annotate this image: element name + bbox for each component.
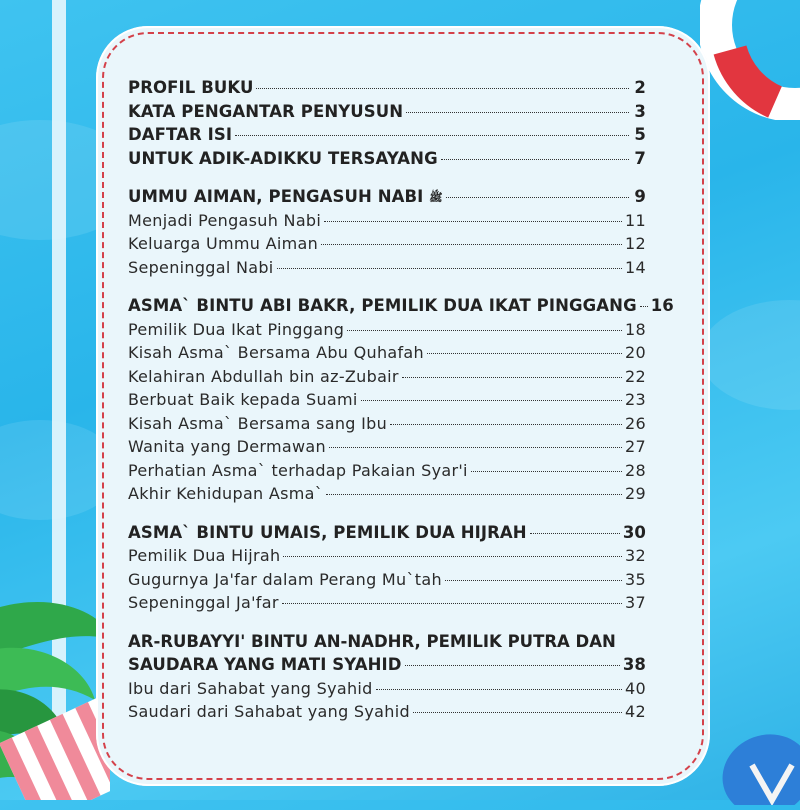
dot-leader (324, 221, 622, 222)
toc-page-number: 32 (625, 546, 646, 565)
toc-entry-title: Pemilik Dua Hijrah (128, 546, 281, 565)
toc-page-number: 18 (625, 319, 646, 339)
water-ripple (700, 300, 800, 410)
flip-flop-icon (712, 705, 800, 805)
toc-entry[interactable] (128, 459, 646, 483)
toc-entry[interactable] (128, 435, 646, 459)
toc-entry[interactable] (128, 365, 646, 389)
dot-leader (256, 88, 629, 89)
toc-entry-title: Sepeninggal Nabi (128, 257, 274, 277)
toc-entry[interactable] (128, 412, 646, 436)
dot-leader (445, 580, 622, 581)
toc-page-number: 2 (634, 78, 646, 97)
toc-page-number: 28 (625, 460, 646, 480)
toc-page-number: 40 (625, 678, 646, 698)
toc-chapter-title (128, 185, 443, 210)
dot-leader (406, 112, 629, 113)
dot-leader (640, 306, 648, 307)
toc-entry[interactable] (128, 677, 646, 701)
toc-page-number: 26 (625, 413, 646, 433)
toc-page-number: 22 (625, 366, 646, 386)
table-of-contents (128, 76, 674, 724)
toc-entry-title: Sepeninggal Ja'far (128, 593, 279, 612)
toc-chapter-title: ASMA` BINTU ABI BAKR, PEMILIK DUA IKAT PINGGANG (128, 296, 637, 315)
dot-leader (427, 353, 622, 354)
toc-page-number: 20 (625, 343, 646, 362)
toc-page-number: 27 (625, 437, 646, 456)
dot-leader (282, 603, 622, 604)
toc-page-number: 5 (634, 125, 646, 144)
toc-page-number: 12 (625, 234, 646, 253)
toc-page-number: 14 (625, 257, 646, 277)
toc-entry-title: DAFTAR ISI (128, 125, 233, 144)
toc-chapter-title-line2: SAUDARA YANG MATI SYAHID (128, 655, 402, 674)
toc-entry-title: Keluarga Ummu Aiman (128, 234, 319, 253)
dot-leader (376, 689, 622, 690)
dot-leader (405, 665, 620, 666)
dot-leader (390, 424, 622, 425)
toc-entry-title: Menjadi Pengasuh Nabi (128, 210, 322, 230)
toc-chapter-title: ASMA` BINTU UMAIS, PEMILIK DUA HIJRAH (128, 522, 527, 542)
dot-leader (235, 135, 629, 136)
dot-leader (347, 330, 622, 331)
dot-leader (530, 533, 620, 534)
toc-entry-daftar-isi[interactable] (128, 123, 646, 147)
toc-page-number: 3 (634, 101, 646, 121)
dot-leader (446, 197, 629, 198)
toc-chapter-title-line1[interactable]: AR-RUBAYYI' BINTU AN-NADHR, PEMILIK PUTRA DAN (128, 631, 616, 651)
toc-entry[interactable] (128, 388, 646, 412)
dot-leader (471, 471, 622, 472)
toc-page-number: 7 (634, 148, 646, 168)
toc-entry[interactable] (128, 232, 646, 256)
toc-entry-title: Kisah Asma` Bersama Abu Quhafah (128, 343, 424, 362)
toc-entry[interactable] (128, 318, 646, 342)
dot-leader (413, 712, 622, 713)
swim-ring-icon (700, 0, 800, 120)
toc-entry[interactable] (128, 544, 646, 568)
toc-page-number: 29 (625, 484, 646, 503)
toc-entry-title: UNTUK ADIK-ADIKKU TERSAYANG (128, 148, 438, 168)
toc-entry-title: Wanita yang Dermawan (128, 437, 326, 456)
toc-chapter-ummu-aiman[interactable] (128, 185, 646, 209)
table-of-contents-card (96, 26, 710, 786)
dot-leader (329, 447, 622, 448)
toc-entry-title: KATA PENGANTAR PENYUSUN (128, 101, 404, 121)
toc-page-number: 38 (622, 655, 646, 674)
toc-entry[interactable] (128, 341, 646, 365)
toc-page-number: 16 (650, 296, 674, 315)
toc-entry[interactable] (128, 482, 646, 506)
toc-entry[interactable] (128, 568, 646, 592)
dot-leader (441, 159, 629, 160)
toc-chapter-asma-bintu-umais[interactable] (128, 521, 646, 545)
dot-leader (321, 244, 622, 245)
dot-leader (277, 268, 622, 269)
dot-leader (361, 400, 622, 401)
toc-entry-kata-pengantar[interactable] (128, 100, 646, 124)
toc-entry-title: Perhatian Asma` terhadap Pakaian Syar'i (128, 460, 468, 480)
toc-page-number: 11 (625, 210, 646, 230)
dot-leader (402, 377, 622, 378)
dot-leader (326, 494, 622, 495)
toc-entry-title: Saudari dari Sahabat yang Syahid (128, 702, 410, 721)
toc-page-number: 23 (625, 390, 646, 409)
salawat-symbol: ﷺ (429, 191, 443, 204)
toc-entry-title: Berbuat Baik kepada Suami (128, 390, 358, 409)
toc-entry-title: Pemilik Dua Ikat Pinggang (128, 319, 345, 339)
toc-entry[interactable] (128, 700, 646, 724)
toc-page-number: 35 (625, 569, 646, 589)
toc-entry-title: Ibu dari Sahabat yang Syahid (128, 678, 373, 698)
toc-entry[interactable] (128, 209, 646, 233)
toc-page-number: 37 (625, 593, 646, 612)
toc-entry[interactable] (128, 591, 646, 615)
toc-page-number: 30 (622, 522, 646, 542)
toc-entry-title: PROFIL BUKU (128, 78, 254, 97)
toc-entry[interactable] (128, 256, 646, 280)
chapter-title-text: UMMU AIMAN, PENGASUH NABI (128, 187, 424, 206)
beach-towel-icon (0, 690, 110, 800)
toc-entry-title: Kisah Asma` Bersama sang Ibu (128, 413, 388, 433)
toc-chapter-asma-bintu-abi-bakr[interactable] (128, 294, 674, 318)
toc-entry-profil-buku[interactable] (128, 76, 646, 100)
toc-page-number: 42 (625, 702, 646, 721)
toc-page-number: 9 (634, 187, 646, 206)
dot-leader (283, 556, 622, 557)
toc-entry-title: Akhir Kehidupan Asma` (128, 484, 324, 503)
toc-entry-title: Gugurnya Ja'far dalam Perang Mu`tah (128, 569, 442, 589)
toc-entry-title: Kelahiran Abdullah bin az-Zubair (128, 366, 399, 386)
toc-entry-untuk-adik[interactable] (128, 147, 646, 171)
toc-chapter-ar-rubayyi[interactable] (128, 653, 646, 677)
